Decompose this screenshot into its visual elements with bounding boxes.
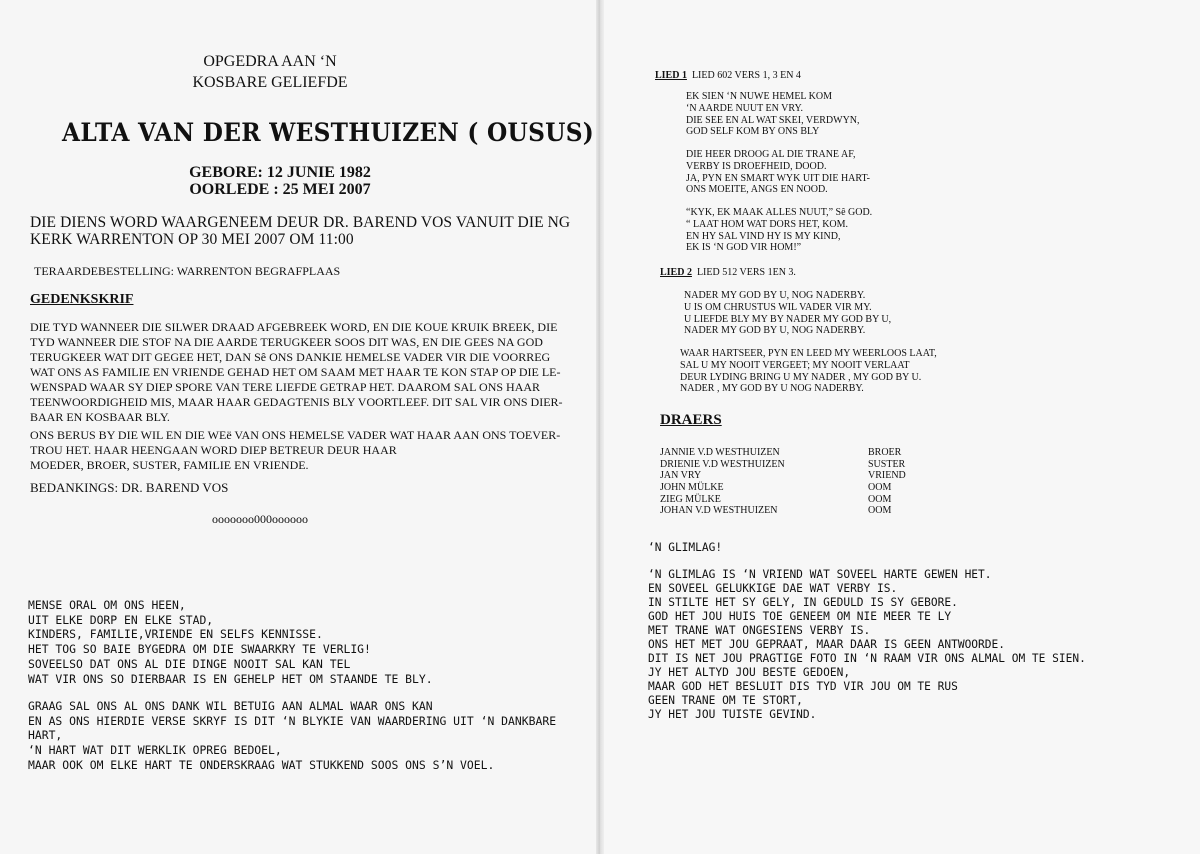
hymn-1-title: LIED 1 LIED 602 VERS 1, 3 EN 4 (655, 70, 801, 81)
pallbearer-row: DRIENIE V.D WESTHUIZEN SUSTER (660, 458, 906, 470)
service-line-1: DIE DIENS WORD WAARGENEEM DEUR DR. BAREND VOS VANUIT DIE NG (30, 214, 571, 231)
pallbearer-row: JAN VRY VRIEND (660, 470, 906, 482)
died-date: OORLEDE : 25 MEI 2007 (189, 181, 371, 198)
smile-poem-title: ‘N GLIMLAG! (648, 541, 723, 554)
memorial-text: DIE TYD WANNEER DIE SILWER DRAAD AFGEBREEK WORD, EN DIE KOUE KRUIK BREEK, DIE TYD WANNEER DIE STOF NA DIE AARDE TERUGKEER SOOS DIT WAS, EN DIE GEES NA GOD TERUGKEER WAT DIT GEGEE HET, DAN Sê ONS DANKIE HEMELSE VADER VIR DIE VOORREG WAT ONS AS FAMILIE EN VRIENDE GEHAD HET OM SAAM MET HAAR TE KON STAP OP DIE LE- WENSPAD WAAR SY DIEP SPORE VAN TERE LIEFDE GETRAP HET. DAAROM SAL ONS HAAR TEENWOORDIGHEID MIS, MAAR HAAR GEDAGTENIS BLY VOORTLEEF. DIT SAL VIR ONS DIER- BAAR EN KOSBAAR BLY. (30, 320, 563, 424)
dedication-line-2: KOSBARE GELIEFDE (192, 74, 348, 91)
pallbearer-row: ZIEG MÜLKE OOM (660, 493, 892, 505)
divider-ornament: ooooooo000oooooo (212, 512, 308, 526)
hymn-1-stanza-3: “KYK, EK MAAK ALLES NUUT,” Sê GOD. “ LAAT HOM WAT DORS HET, KOM. EN HY SAL VIND HY IS MY KIND, EK IS ‘N GOD VIR HOM!” (686, 207, 873, 254)
hymn-2-title: LIED 2 LIED 512 VERS 1EN 3. (660, 267, 796, 278)
hymn-1-stanza-1: EK SIEN ‘N NUWE HEMEL KOM ‘N AARDE NUUT EN VRY. DIE SEE EN AL WAT SKEI, VERDWYN, GOD SELF KOM BY ONS BLY (686, 91, 860, 138)
pallbearer-row: JOHN MÜLKE OOM (660, 482, 892, 494)
dedication-line-1: OPGEDRA AAN ‘N (203, 53, 337, 70)
born-date: GEBORE: 12 JUNIE 1982 (189, 164, 371, 181)
service-line-2: KERK WARRENTON OP 30 MEI 2007 OM 11:00 (30, 231, 354, 248)
hymn-1-stanza-2: DIE HEER DROOG AL DIE TRANE AF, VERBY IS DROEFHEID, DOOD. JA, PYN EN SMART WYK UIT DIE HART- ONS MOEITE, ANGS EN NOOD. (686, 149, 870, 196)
memorial-heading: GEDENKSKRIF (30, 292, 134, 307)
pallbearer-row: JANNIE V.D WESTHUIZEN BROER (660, 447, 902, 458)
hymn-2-stanza-2: WAAR HARTSEER, PYN EN LEED MY WEERLOOS LAAT, SAL U MY NOOIT VERGEET; MY NOOIT VERLAAT DEUR LYDING BRING U MY NADER , MY GOD BY U. NADER , MY GOD BY U NOG NADERBY. (680, 348, 937, 395)
thanks-poem-2: GRAAG SAL ONS AL ONS DANK WIL BETUIG AAN ALMAL WAAR ONS KAN EN AS ONS HIERDIE VERSE SKRYF IS DIT ‘N BLYKIE VAN WAARDERING UIT ‘N DANKBARE HART, ‘N HART WAT DIT WERKLIK OPREG BEDOEL, MAAR OOK OM ELKE HART TE ONDERSKRAAG WAT STUKKEND SOOS ONS S’N VOEL. (28, 699, 557, 772)
trust-text: ONS BERUS BY DIE WIL EN DIE WEë VAN ONS HEMELSE VADER WAT HAAR AAN ONS TOEVER- TROU HET. HAAR HEENGAAN WORD DIEP BETREUR DEUR HAAR MOEDER, BROER, SUSTER, FAMILIE EN VRIENDE. (30, 428, 561, 472)
deceased-name: ALTA VAN DER WESTHUIZEN ( OUSUS) (62, 118, 595, 147)
burial-info: TERAARDEBESTELLING: WARRENTON BEGRAFPLAAS (34, 264, 341, 278)
page-fold (596, 0, 604, 854)
pallbearer-row: JOHAN V.D WESTHUIZEN OOM (660, 505, 892, 517)
thanks-line: BEDANKINGS: DR. BAREND VOS (30, 480, 229, 495)
pallbearers-heading: DRAERS (660, 412, 722, 428)
thanks-poem-1: MENSE ORAL OM ONS HEEN, UIT ELKE DORP EN ELKE STAD, KINDERS, FAMILIE,VRIENDE EN SELFS KENNISSE. HET TOG SO BAIE BYGEDRA OM DIE SWAARKRY TE VERLIG! SOVEELSO DAT ONS AL DIE DINGE NOOIT SAL KAN TEL WAT VIR ONS SO DIERBAAR IS EN GEHELP HET OM STAANDE TE BLY. (28, 598, 433, 686)
smile-poem: ‘N GLIMLAG IS ‘N VRIEND WAT SOVEEL HARTE GEWEN HET. EN SOVEEL GELUKKIGE DAE WAT VERBY IS. IN STILTE HET SY GELY, IN GEDULD IS SY GEBORE. GOD HET JOU HUIS TOE GENEEM OM NIE MEER TE LY MET TRANE WAT ONGESIENS VERBY IS. ONS HET MET JOU GEPRAAT, MAAR DAAR IS GEEN ANTWOORDE. DIT IS NET JOU PRAGTIGE FOTO IN ‘N RAAM VIR ONS ALMAL OM TE SIEN. JY HET ALTYD JOU BESTE GEDOEN, MAAR GOD HET BESLUIT DIS TYD VIR JOU OM TE RUS GEEN TRANE OM TE STORT, JY HET JOU TUISTE GEVIND. (648, 568, 1086, 721)
pallbearers-list (660, 447, 906, 517)
hymn-2-stanza-1: NADER MY GOD BY U, NOG NADERBY. U IS OM CHRUSTUS WIL VADER VIR MY. U LIEFDE BLY MY BY NADER MY GOD BY U, NADER MY GOD BY U, NOG NADERBY. (684, 290, 892, 337)
